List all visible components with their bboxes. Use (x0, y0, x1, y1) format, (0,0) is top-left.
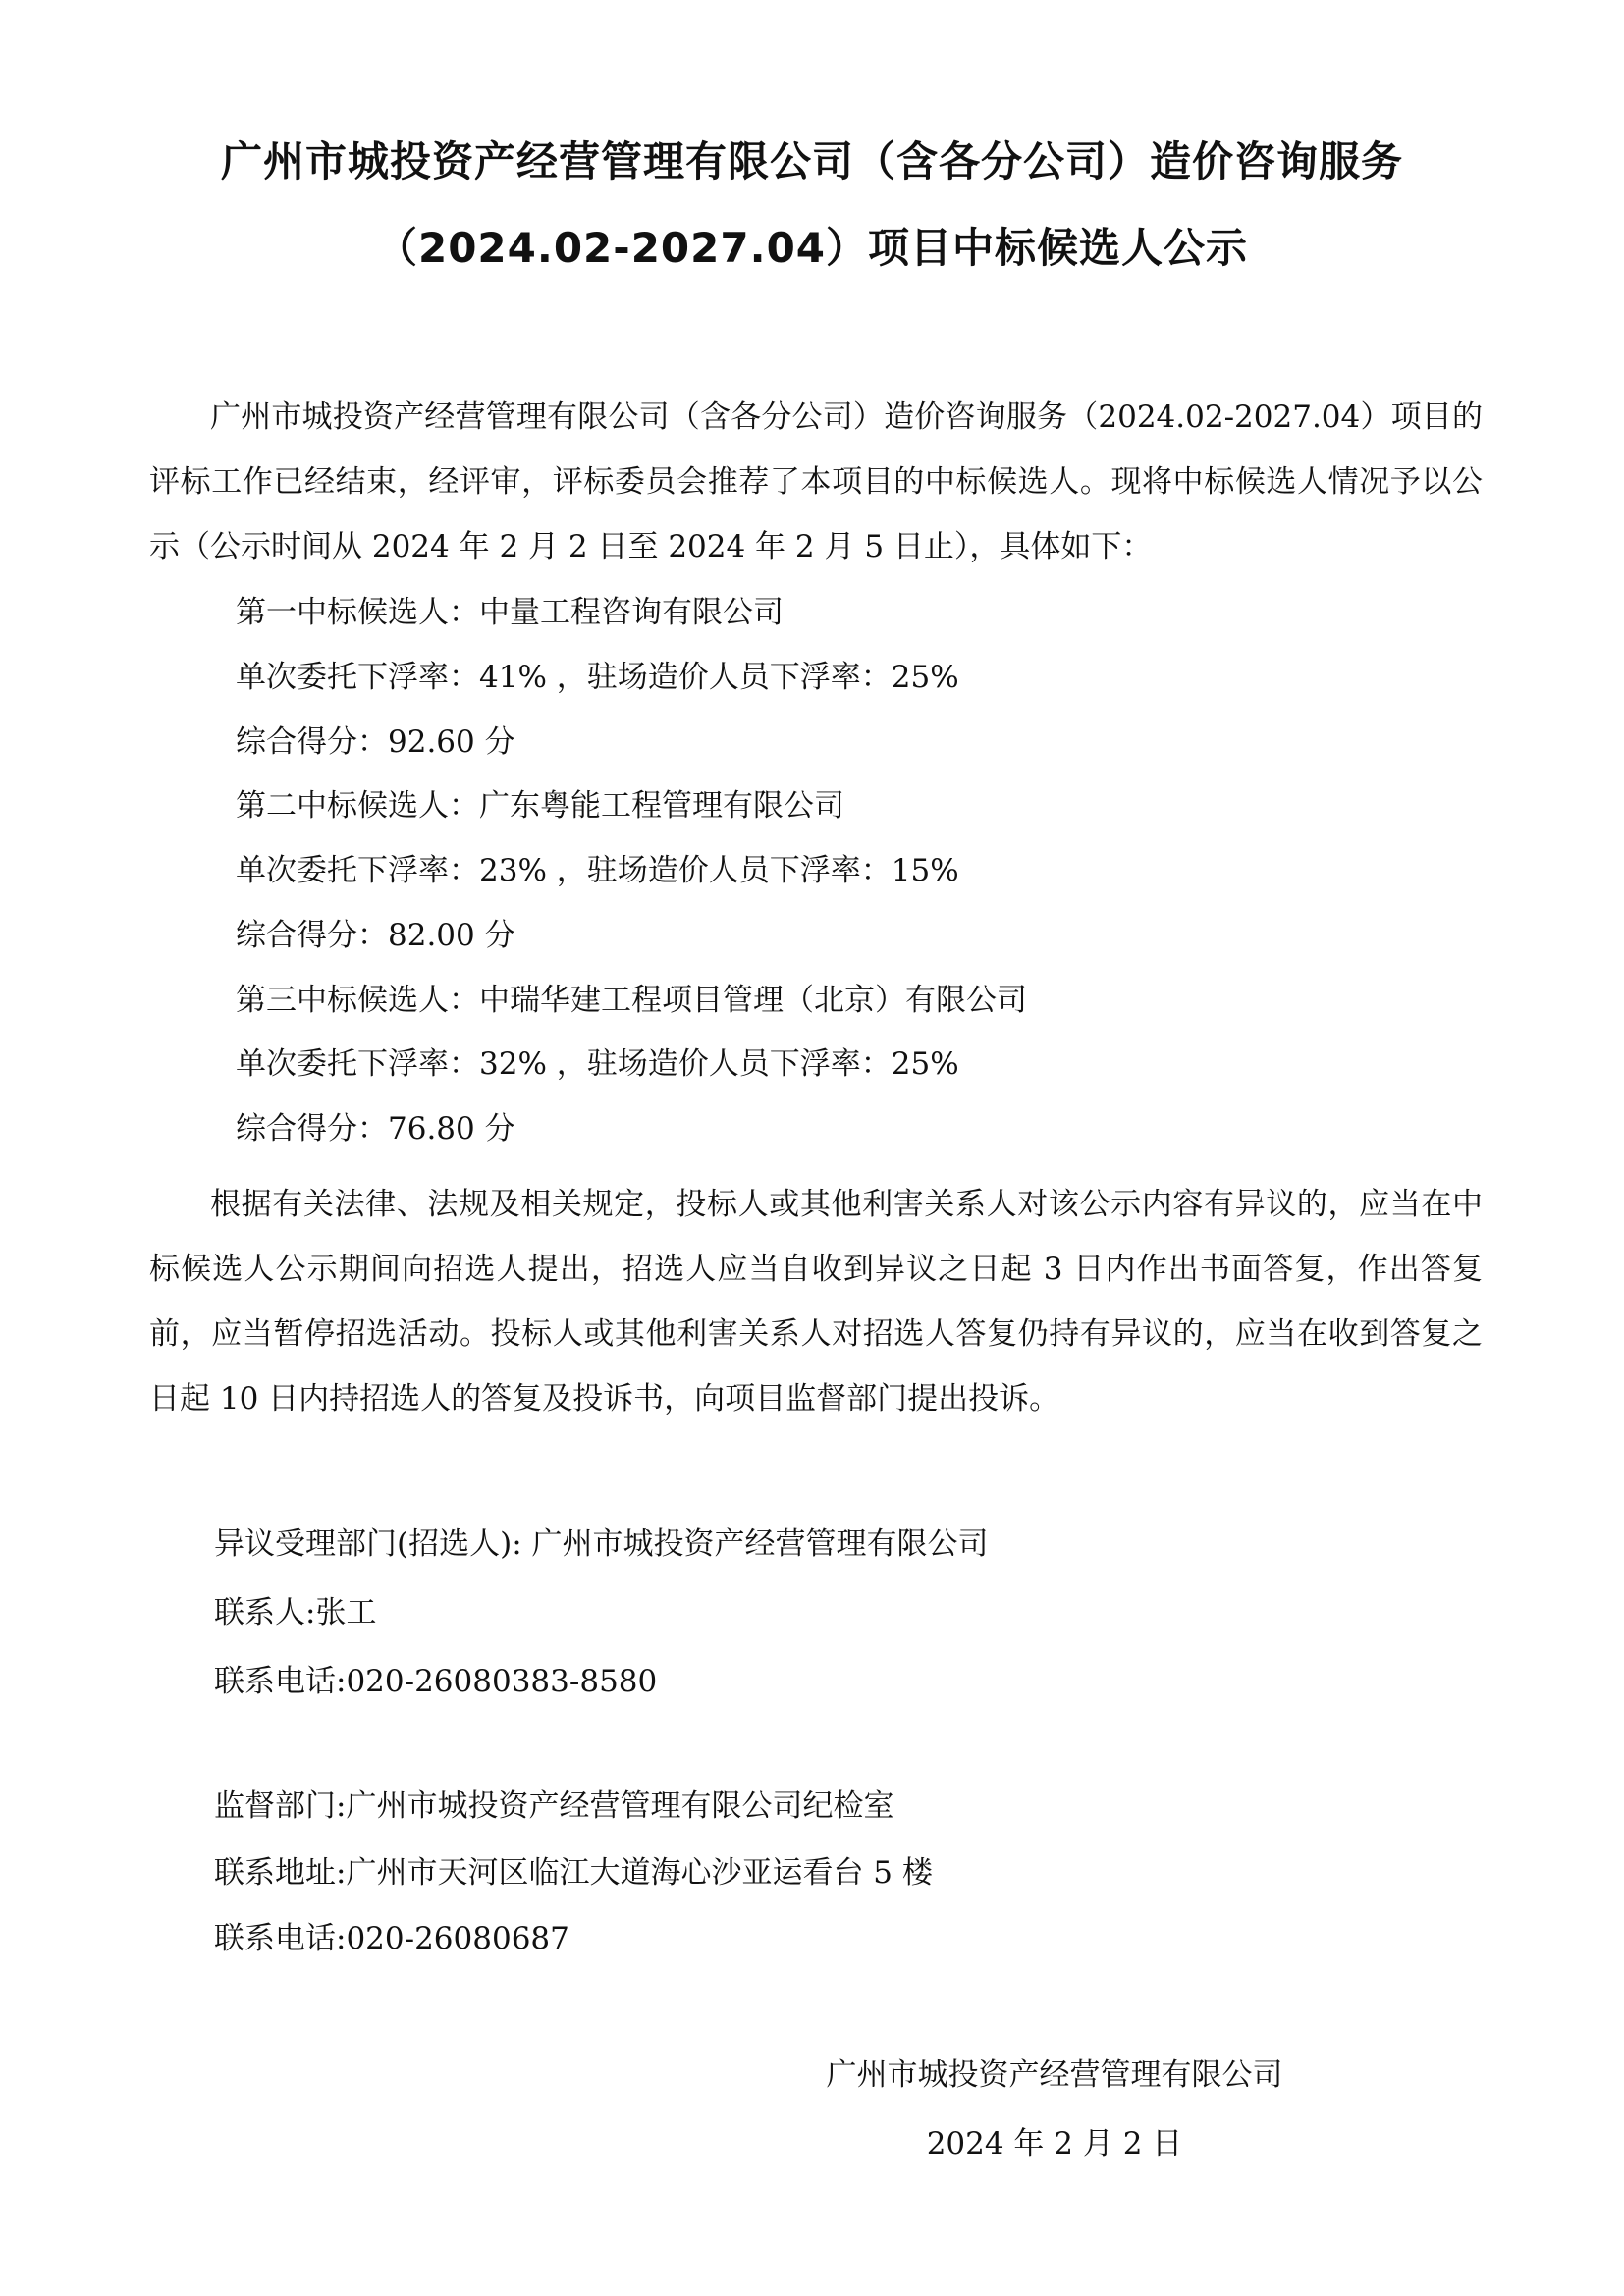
candidate-2-score: 综合得分：82.00 分 (236, 918, 515, 953)
candidate-1-name: 第一中标候选人：中量工程咨询有限公司 (236, 595, 784, 630)
objection-dept: 异议受理部门(招选人): 广州市城投资产经营管理有限公司 (214, 1526, 989, 1562)
candidate-1-score: 综合得分：92.60 分 (236, 724, 515, 760)
supervision-phone: 联系电话:020-26080687 (214, 1921, 569, 1956)
objection-contact-phone: 联系电话:020-26080383-8580 (214, 1664, 658, 1699)
candidate-2-rates: 单次委托下浮率：23% ，驻场造价人员下浮率：15% (236, 853, 959, 888)
candidate-2-name: 第二中标候选人：广东粤能工程管理有限公司 (236, 788, 844, 824)
objection-paragraph: 根据有关法律、法规及相关规定，投标人或其他利害关系人对该公示内容有异议的，应当在中标候选人公示期间向招选人提出，招选人应当自收到异议之日起 3 日内作出书面答复，作出答复前，应当暂停招选活动。投标人或其他利害关系人对招选人答复仍持有异议的，应当在收到答复之日起 10 日内持招选人的答复及投诉书，向项目监督部门提出投诉。 (149, 1187, 1483, 1416)
signature-date: 2024 年 2 月 2 日 (926, 2126, 1183, 2162)
intro-paragraph: 广州市城投资产经营管理有限公司（含各分公司）造价咨询服务（2024.02-2027.04）项目的评标工作已经结束，经评审，评标委员会推荐了本项目的中标候选人。现将中标候选人情况予以公示（公示时间从 2024 年 2 月 2 日至 2024 年 2 月 5 日止），具体如下： (149, 400, 1483, 564)
page-title-line-1: 广州市城投资产经营管理有限公司（含各分公司）造价咨询服务 (220, 137, 1403, 186)
candidate-3-score: 综合得分：76.80 分 (236, 1111, 515, 1147)
supervision-address: 联系地址:广州市天河区临江大道海心沙亚运看台 5 楼 (214, 1855, 933, 1891)
supervision-dept: 监督部门:广州市城投资产经营管理有限公司纪检室 (214, 1789, 894, 1824)
candidate-1-rates: 单次委托下浮率：41% ，驻场造价人员下浮率：25% (236, 660, 959, 695)
signature-company: 广州市城投资产经营管理有限公司 (826, 2057, 1283, 2093)
candidate-3-name: 第三中标候选人：中瑞华建工程项目管理（北京）有限公司 (236, 983, 1027, 1018)
page-title-line-2: （2024.02-2027.04）项目中标候选人公示 (375, 224, 1249, 272)
candidate-3-rates: 单次委托下浮率：32% ，驻场造价人员下浮率：25% (236, 1046, 959, 1082)
objection-contact-person: 联系人:张工 (214, 1595, 377, 1630)
